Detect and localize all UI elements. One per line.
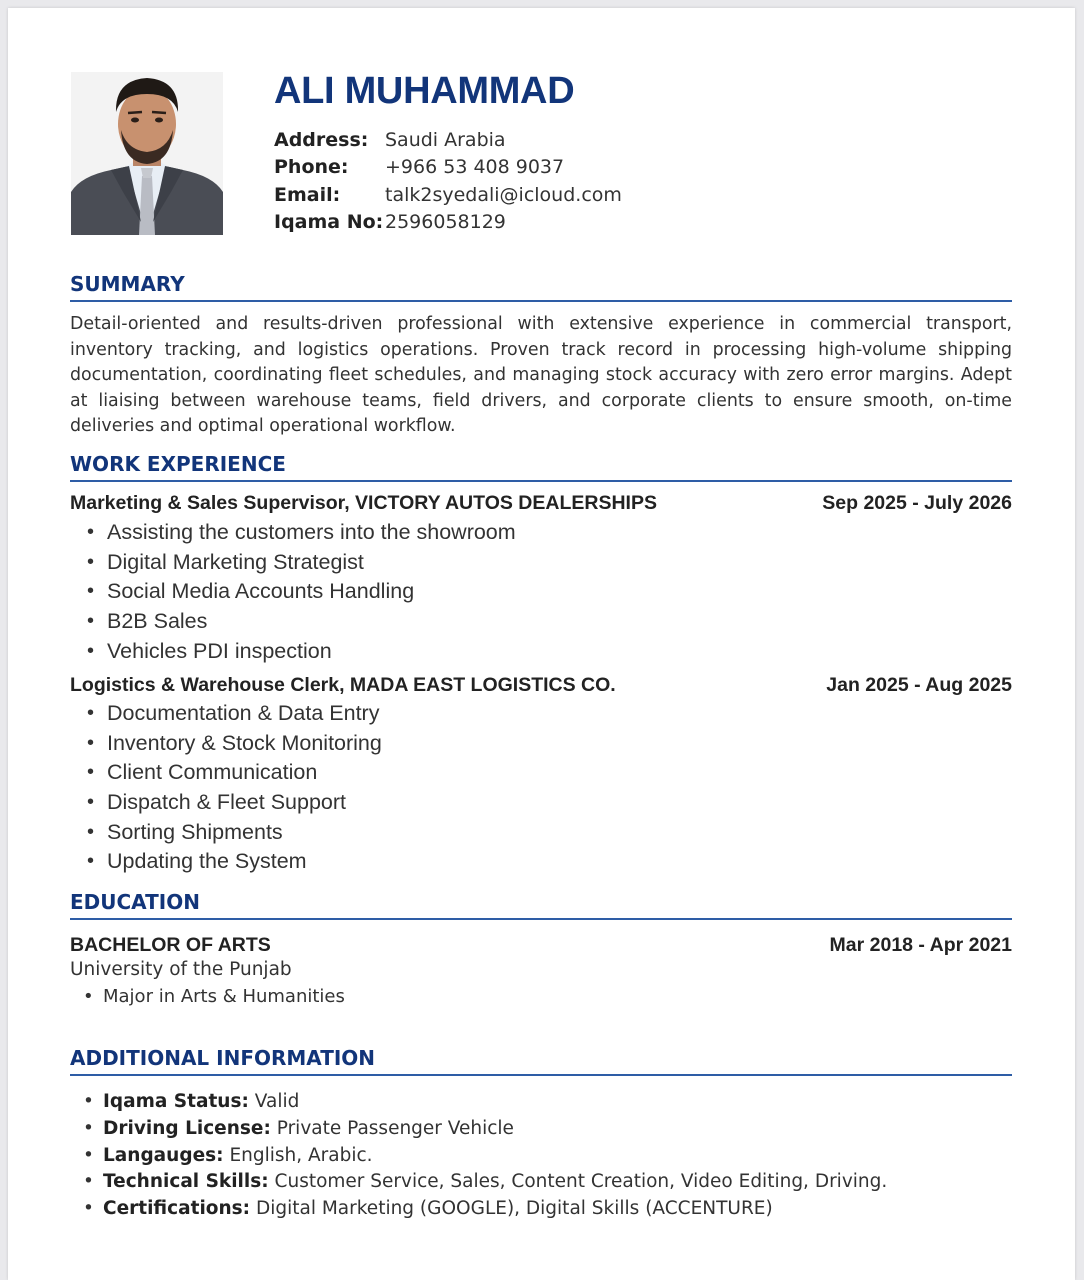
list-item [83, 1169, 887, 1196]
list-item: • Documentation & Data Entry [87, 699, 382, 729]
contact-row-iqama [274, 209, 622, 237]
education-dates: Mar 2018 - Apr 2021 [829, 934, 1012, 956]
list-item: • Sorting Shipments [87, 818, 382, 848]
job-dates: Sep 2025 - July 2026 [822, 492, 1012, 514]
profile-photo [71, 72, 223, 235]
job-duties-list [87, 518, 516, 666]
contact-row-email [274, 181, 622, 209]
info-value: English, Arabic. [229, 1144, 373, 1166]
additional-info-list [83, 1089, 887, 1223]
list-item: • Digital Marketing Strategist [87, 548, 516, 578]
job-dates: Jan 2025 - Aug 2025 [826, 674, 1012, 696]
address-value: Saudi Arabia [385, 128, 506, 151]
list-item [83, 1089, 887, 1116]
contact-label: Iqama No: [274, 211, 384, 234]
info-label: Iqama Status: [103, 1091, 249, 1112]
resume-page [8, 8, 1075, 1280]
list-item: • Social Media Accounts Handling [87, 577, 516, 607]
list-item: • Vehicles PDI inspection [87, 637, 516, 667]
list-item [83, 1116, 887, 1143]
info-value: Customer Service, Sales, Content Creation, Video Editing, Driving. [274, 1171, 888, 1193]
list-item [83, 1143, 887, 1170]
info-value: Digital Marketing (GOOGLE), Digital Skills (ACCENTURE) [255, 1198, 773, 1220]
additional-info-heading: ADDITIONAL INFORMATION [70, 1046, 1012, 1076]
info-label: Langauges: [103, 1144, 224, 1166]
job-duties-list [87, 699, 382, 877]
contact-label: Address: [274, 128, 369, 151]
list-item: • Assisting the customers into the showroom [87, 518, 516, 548]
education-header [70, 934, 1012, 957]
list-item: • Dispatch & Fleet Support [87, 788, 382, 818]
info-value: Private Passenger Vehicle [276, 1117, 514, 1139]
work-experience-heading: WORK EXPERIENCE [70, 452, 1012, 482]
job-title: Logistics & Warehouse Clerk, MADA EAST LOGISTICS CO. [70, 674, 616, 696]
contact-details [274, 126, 622, 236]
job-header [70, 674, 1012, 697]
info-label: Certifications: [103, 1198, 251, 1220]
job-header [70, 492, 1012, 515]
contact-label: Email: [274, 183, 341, 206]
education-heading: EDUCATION [70, 890, 1012, 920]
info-label: Driving License: [103, 1117, 271, 1139]
degree-title: BACHELOR OF ARTS [70, 934, 271, 956]
candidate-name: ALI MUHAMMAD [274, 70, 575, 112]
summary-text: Detail-oriented and results-driven professional with extensive experience in commercial transport, inventory tracking, and logistics operations. Proven track record in processing high-volume shipping documentation, coordinating fleet schedules, and managing stock accuracy with zero error margins. Adept at liaising between warehouse teams, field drivers, and corporate clients to ensure smooth, on-time deliveries and optimal operational workflow. [70, 314, 1012, 436]
education-details-list [83, 984, 345, 1010]
info-value: Valid [254, 1091, 300, 1112]
list-item: • Major in Arts & Humanities [83, 984, 345, 1010]
contact-label: Phone: [274, 156, 349, 179]
email-value: talk2syedali@icloud.com [385, 183, 622, 206]
phone-value: +966 53 408 9037 [385, 156, 565, 179]
list-item: • Client Communication [87, 758, 382, 788]
contact-row-phone [274, 154, 622, 182]
list-item: • Inventory & Stock Monitoring [87, 729, 382, 759]
job-title: Marketing & Sales Supervisor, VICTORY AUTOS DEALERSHIPS [70, 492, 657, 514]
summary-heading: SUMMARY [70, 272, 1012, 302]
iqama-value: 2596058129 [385, 211, 506, 234]
info-label: Technical Skills: [103, 1171, 269, 1193]
contact-row-address [274, 126, 622, 154]
list-item [83, 1196, 887, 1223]
list-item: • Updating the System [87, 847, 382, 877]
profile-photo-illustration [71, 72, 223, 235]
list-item: • B2B Sales [87, 607, 516, 637]
school-name: University of the Punjab [70, 959, 292, 980]
